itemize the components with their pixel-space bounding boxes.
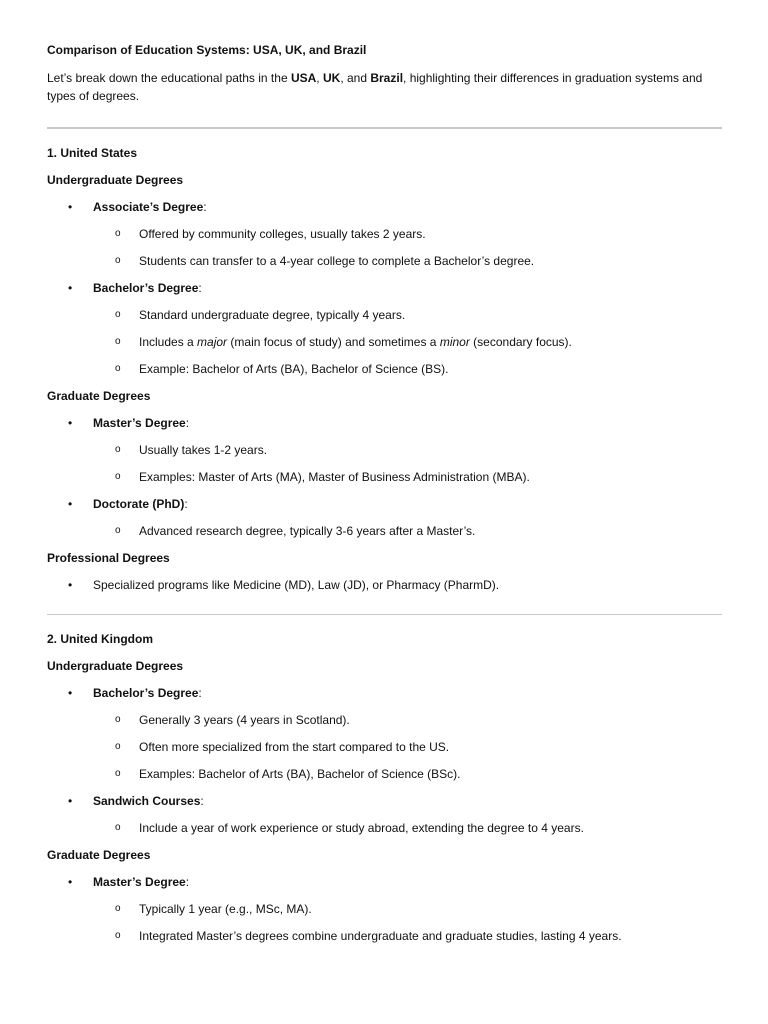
usa-undergrad-heading: Undergraduate Degrees [47, 172, 184, 187]
bullet-icon: • [68, 686, 73, 700]
list-item [47, 225, 722, 252]
sub-bullet-icon: o [115, 443, 121, 455]
intro-uk: UK [322, 71, 341, 85]
text-run: Includes a [139, 334, 198, 349]
section-heading-usa: 1. United States [47, 145, 138, 160]
degree-label: Sandwich Courses [93, 794, 201, 808]
list-item [47, 819, 722, 846]
list-item-text: Generally 3 years (4 years in Scotland). [139, 713, 350, 727]
list-item [47, 333, 722, 360]
list-item [47, 927, 722, 954]
document-title: Comparison of Education Systems: USA, UK, and Brazil [47, 43, 367, 57]
list-item [47, 522, 722, 549]
list-item: • Bachelor’s Degree: [68, 280, 202, 295]
list-item [47, 765, 722, 792]
sub-bullet-icon: o [115, 524, 121, 536]
sub-bullet-icon: o [115, 362, 121, 374]
bullet-icon: • [68, 577, 73, 592]
bullet-icon: • [68, 415, 73, 430]
intro-text: , highlighting their differences in graduation systems and types of degrees. [47, 71, 703, 103]
intro-text: , and [340, 71, 371, 85]
list-item-text: Advanced research degree, typically 3-6 years after a Master’s. [139, 523, 476, 538]
list-item: • Bachelor’s Degree: [68, 686, 202, 700]
list-item: • Master’s Degree: [68, 875, 190, 889]
bullet-icon: • [68, 875, 73, 889]
list-item [47, 468, 722, 495]
list-item: • Doctorate (PhD): [68, 496, 188, 511]
sub-bullet-icon: o [115, 254, 121, 266]
sub-bullet-icon: o [115, 741, 121, 752]
list-item-text: Include a year of work experience or study abroad, extending the degree to 4 years. [139, 821, 584, 835]
bullet-icon: • [68, 280, 73, 295]
list-item [47, 252, 722, 279]
intro-text: , [316, 71, 323, 85]
list-item-text [139, 335, 572, 349]
usa-grad-heading: Graduate Degrees [47, 388, 151, 403]
list-item [47, 738, 722, 765]
sub-bullet-icon: o [115, 903, 121, 914]
usa-prof-heading: Professional Degrees [47, 550, 170, 565]
intro-usa: USA [290, 71, 317, 85]
uk-grad-heading: Graduate Degrees [47, 848, 151, 862]
list-item [47, 441, 722, 468]
degree-label: Master’s Degree [93, 415, 186, 430]
sub-bullet-icon: o [115, 714, 121, 725]
list-item-text: Students can transfer to a 4-year college to complete a Bachelor’s degree. [139, 253, 535, 268]
sub-bullet-icon: o [115, 308, 121, 320]
section-heading-uk: 2. United Kingdom [47, 632, 153, 646]
sub-bullet-icon: o [115, 930, 121, 941]
list-item-text: Integrated Master’s degrees combine undergraduate and graduate studies, lasting 4 years. [139, 929, 622, 943]
bullet-icon: • [68, 794, 73, 808]
intro-brazil: Brazil [370, 71, 404, 85]
list-item-text: Examples: Bachelor of Arts (BA), Bachelor of Science (BSc). [139, 767, 461, 781]
sub-bullet-icon: o [115, 822, 121, 833]
degree-label: Doctorate (PhD) [93, 496, 185, 511]
list-item-text: Usually takes 1-2 years. [139, 442, 268, 457]
list-item-text: Often more specialized from the start compared to the US. [139, 740, 450, 754]
document-page [47, 41, 722, 954]
sub-bullet-icon: o [115, 335, 121, 347]
list-item: • Master’s Degree: [68, 415, 190, 430]
intro-paragraph [47, 69, 722, 105]
emphasis-major: major [197, 334, 228, 349]
emphasis-minor: minor [439, 334, 470, 349]
degree-label: Master’s Degree [93, 875, 186, 889]
text-run: (secondary focus). [469, 334, 572, 349]
list-item-text: Standard undergraduate degree, typically 4 years. [139, 307, 406, 322]
text-run: (main focus of study) and sometimes a [227, 334, 440, 349]
list-item [47, 306, 722, 333]
bullet-icon: • [68, 496, 73, 511]
list-item: • Associate’s Degree: [68, 199, 207, 214]
degree-label: Bachelor’s Degree [93, 686, 199, 700]
sub-bullet-icon: o [115, 768, 121, 779]
degree-label: Associate’s Degree [93, 199, 204, 214]
uk-undergrad-heading: Undergraduate Degrees [47, 659, 184, 673]
list-item-text: Examples: Master of Arts (MA), Master of Business Administration (MBA). [139, 469, 530, 484]
sub-bullet-icon: o [115, 470, 121, 482]
list-item-text: Typically 1 year (e.g., MSc, MA). [139, 902, 312, 916]
list-item-text: Offered by community colleges, usually takes 2 years. [139, 226, 426, 241]
list-item [47, 576, 722, 603]
list-item: • Sandwich Courses: [68, 794, 204, 808]
list-item [47, 900, 722, 927]
list-item-text: Example: Bachelor of Arts (BA), Bachelor of Science (BS). [139, 361, 449, 376]
sub-bullet-icon: o [115, 227, 121, 239]
list-item [47, 711, 722, 738]
list-item [47, 360, 722, 387]
bullet-icon: • [68, 199, 73, 214]
intro-text: Let’s break down the educational paths in the [47, 71, 291, 85]
list-item-text: Specialized programs like Medicine (MD), Law (JD), or Pharmacy (PharmD). [93, 577, 500, 592]
degree-label: Bachelor’s Degree [93, 280, 199, 295]
